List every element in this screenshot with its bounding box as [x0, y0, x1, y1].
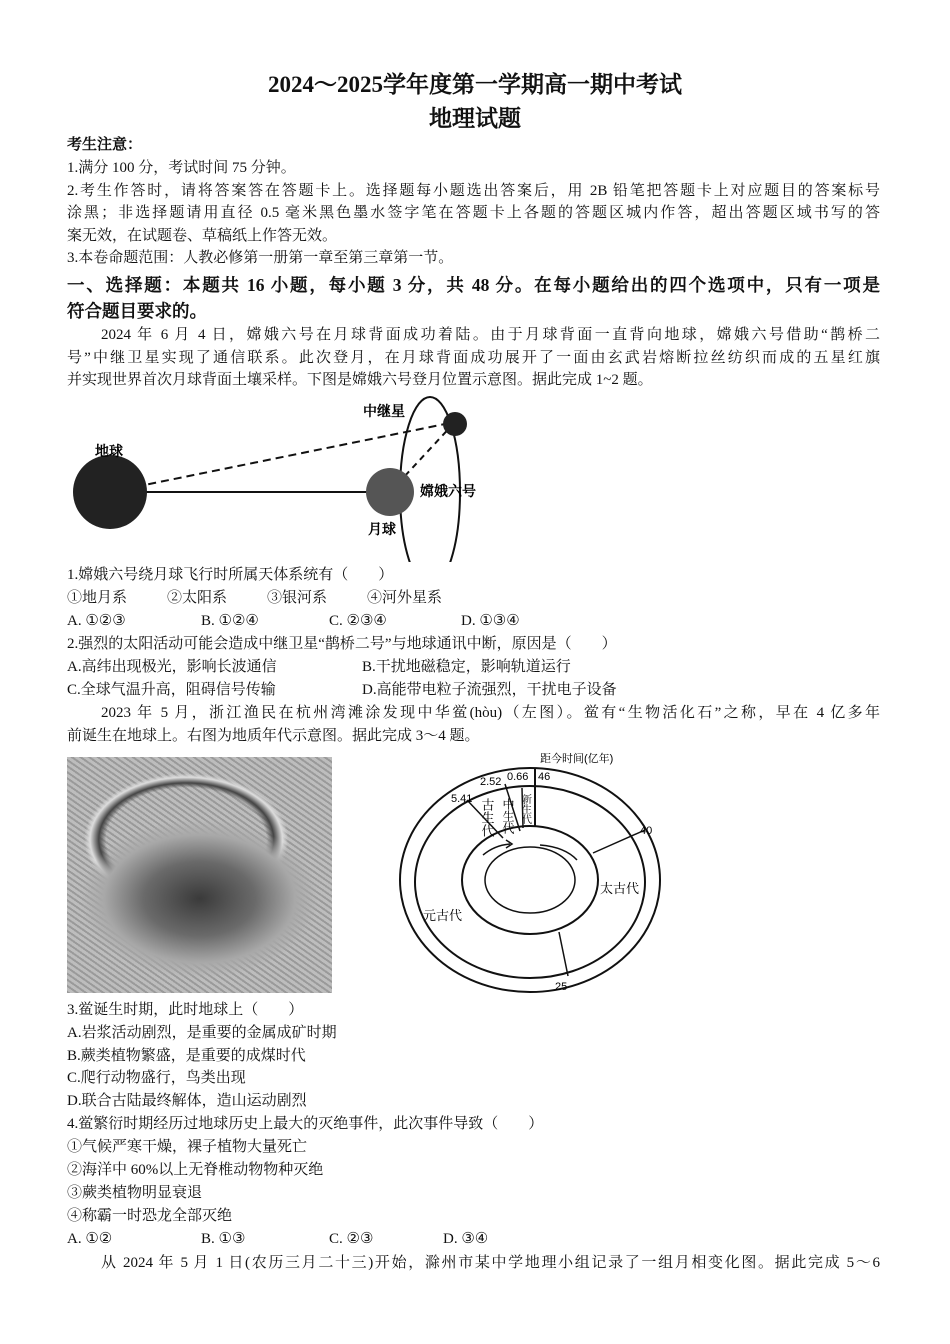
tick-label: 40 [640, 825, 653, 837]
earth-icon [73, 455, 147, 529]
exam-title: 2024～2025学年度第一学期高一期中考试 [268, 72, 682, 97]
question-stem: 1.嫦娥六号绕月球飞行时所属天体系统有（ ） [67, 567, 394, 583]
passage-line: 号”中继卫星实现了通信联系。此次登月，在月球背面成功展开了一面由玄武岩熔断拉丝纺织而成的五星红旗 [67, 350, 880, 366]
item: ④河外星系 [367, 590, 443, 606]
option-c: C. ②③ [329, 1231, 374, 1247]
item: ④称霸一时恐龙全部灭绝 [67, 1208, 233, 1224]
passage-line: 2024 年 6 月 4 日，嫦娥六号在月球背面成功着陆。由于月球背面一直背向地球，嫦娥六号借助“鹊桥二 [101, 327, 880, 343]
moon-label: 月球 [368, 521, 396, 537]
option-c: C.全球气温升高，阻碍信号传输 [67, 682, 276, 698]
option-a: A.高纬出现极光，影响长波通信 [67, 659, 277, 675]
option-d: D.高能带电粒子流强烈，干扰电子设备 [362, 682, 617, 698]
item: ②太阳系 [167, 590, 228, 606]
question-options [67, 610, 520, 632]
earth-label: 地球 [95, 443, 123, 459]
geologic-time-diagram [395, 750, 675, 1000]
axis-label: 距今时间(亿年) [540, 753, 614, 765]
option-b: B.干扰地磁稳定，影响轨道运行 [362, 659, 571, 675]
question-stem: 4.鲎繁衍时期经历过地球历史上最大的灭绝事件，此次事件导致（ ） [67, 1116, 544, 1132]
option-c: C. ②③④ [329, 613, 387, 629]
notice-item: 3.本卷命题范围：人教必修第一册第一章至第三章第一节。 [67, 250, 454, 266]
notice-item: 案无效，在试题卷、草稿纸上作答无效。 [67, 228, 338, 244]
notice-item: 1.满分 100 分，考试时间 75 分钟。 [67, 160, 296, 176]
passage-line: 并实现世界首次月球背面土壤采样。下图是嫦娥六号登月位置示意图。据此完成 1~2 题。 [67, 372, 653, 388]
section-heading: 一、选择题：本题共 16 小题，每小题 3 分，共 48 分。在每小题给出的四个选项中，只有一项是 [67, 275, 880, 295]
notice-item: 涂黑；非选择题请用直径 0.5 毫米黑色墨水签字笔在答题卡上各题的答题区城内作答，超出答题区域书写的答 [67, 205, 880, 221]
passage-line: 从 2024 年 5 月 1 日(农历三月二十三)开始，滁州市某中学地理小组记录了一组月相变化图。据此完成 5～6 [101, 1255, 880, 1271]
option-b: B. ①③ [201, 1231, 246, 1247]
option-d: D. ③④ [443, 1231, 489, 1247]
era-label: 古生代 [479, 798, 495, 837]
option-a: A. ①②③ [67, 613, 126, 629]
change6-position-diagram [60, 392, 510, 562]
horseshoe-crab-fossil-photo [67, 757, 332, 993]
era-label: 中生代 [501, 798, 515, 834]
passage-line: 前诞生在地球上。右图为地质年代示意图。据此完成 3～4 题。 [67, 728, 480, 744]
tick-label: 25 [555, 981, 568, 993]
option-d: D. ①③④ [461, 613, 520, 629]
cycle-arrow-icon [483, 844, 510, 855]
moon-icon [366, 468, 414, 516]
section-heading: 符合题目要求的。 [67, 301, 207, 321]
era-label: 太古代 [600, 881, 640, 896]
option-b: B. ①②④ [201, 613, 259, 629]
option-a: A. ①② [67, 1231, 113, 1247]
notice-item: 2.考生作答时，请将答案答在答题卡上。选择题每小题选出答案后，用 2B 铅笔把答题卡上对应题目的答案标号 [67, 183, 880, 199]
item: ①地月系 [67, 590, 128, 606]
relay-satellite-icon [443, 412, 467, 436]
item: ②海洋中 60%以上无脊椎动物物种灭绝 [67, 1162, 324, 1178]
item: ①气候严寒干燥，裸子植物大量死亡 [67, 1139, 308, 1155]
option-d: D.联合古陆最终解体，造山运动剧烈 [67, 1093, 307, 1109]
exam-subtitle: 地理试题 [429, 106, 521, 131]
tick-label: 46 [538, 771, 551, 783]
option-a: A.岩浆活动剧烈，是重要的金属成矿时期 [67, 1025, 337, 1041]
passage-line: 2023 年 5 月，浙江渔民在杭州湾滩涂发现中华鲎(hòu)（左图）。鲎有“生物活化石”之称，早在 4 亿多年 [101, 705, 880, 721]
question-items [67, 587, 442, 609]
change6-label: 嫦娥六号 [420, 483, 476, 499]
tick-label: 5.41 [451, 793, 473, 805]
item: ③银河系 [267, 590, 328, 606]
question-stem: 3.鲎诞生时期，此时地球上（ ） [67, 1002, 304, 1018]
option-b: B.蕨类植物繁盛，是重要的成煤时代 [67, 1048, 306, 1064]
item: ③蕨类植物明显衰退 [67, 1185, 203, 1201]
era-label: 元古代 [423, 908, 463, 923]
option-c: C.爬行动物盛行，鸟类出现 [67, 1070, 246, 1086]
question-stem: 2.强烈的太阳活动可能会造成中继卫星“鹊桥二号”与地球通讯中断，原因是（ ） [67, 636, 617, 652]
notice-heading: 考生注意： [67, 137, 143, 153]
era-label: 新生代 [519, 794, 531, 824]
tick-label: 2.52 [480, 776, 502, 788]
relay-label: 中继星 [363, 403, 405, 419]
tick-label: 0.66 [507, 771, 529, 783]
